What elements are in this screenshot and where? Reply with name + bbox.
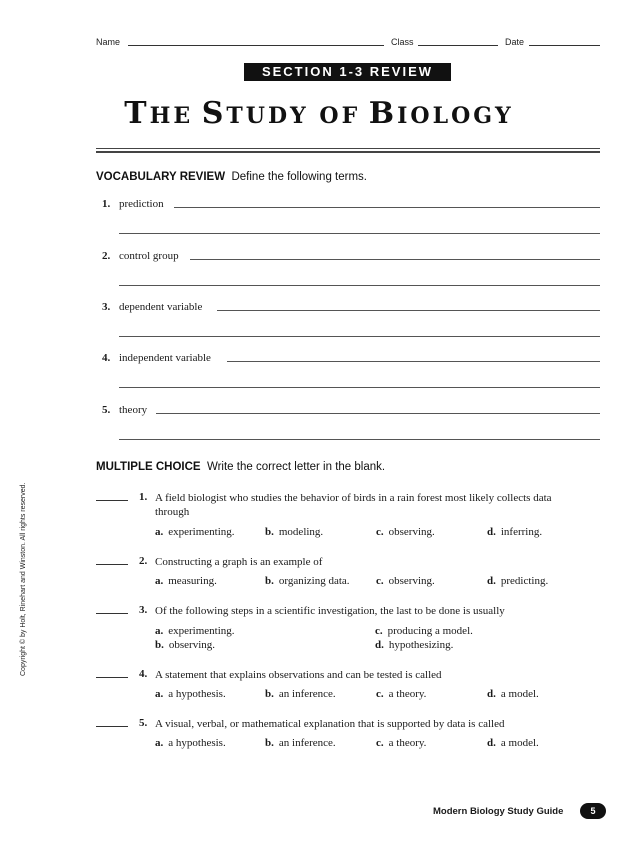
vocab-answer-line[interactable]: [156, 413, 600, 414]
question-number: 2.: [139, 555, 148, 567]
vocab-answer-line[interactable]: [119, 336, 600, 337]
option-letter: a.: [155, 625, 164, 637]
title-rule-bottom: [96, 151, 600, 153]
title-rest-2: TUDY OF: [226, 103, 361, 129]
answer-option: [265, 526, 323, 538]
option-letter: d.: [487, 737, 496, 749]
question-text: A field biologist who studies the behavior of birds in a rain forest most likely collects data through: [155, 492, 552, 518]
option-text: a model.: [500, 737, 539, 749]
name-label: Name: [96, 37, 121, 47]
option-letter: c.: [376, 737, 384, 749]
date-field[interactable]: [529, 45, 600, 46]
option-letter: c.: [376, 526, 384, 538]
answer-option: [155, 639, 215, 651]
option-text: a hypothesis.: [168, 737, 226, 749]
option-letter: b.: [265, 575, 274, 587]
mc-heading-instructions: Write the correct letter in the blank.: [206, 461, 386, 473]
answer-option: [155, 575, 217, 587]
vocab-answer-line[interactable]: [190, 259, 600, 260]
vocab-answer-line[interactable]: [119, 439, 600, 440]
option-text: modeling.: [278, 526, 324, 538]
vocab-term: dependent variable: [119, 301, 203, 313]
vocab-term: independent variable: [119, 352, 211, 364]
option-text: a theory.: [388, 688, 427, 700]
option-letter: d.: [487, 688, 496, 700]
vocab-number: 5.: [102, 404, 111, 416]
answer-option: [487, 688, 539, 700]
vocab-heading-bold: VOCABULARY REVIEW: [96, 171, 226, 183]
title-rule-top: [96, 148, 600, 149]
option-text: observing.: [388, 526, 435, 538]
answer-option: [487, 737, 539, 749]
name-field[interactable]: [128, 45, 384, 46]
date-label: Date: [505, 37, 525, 47]
question-number: 4.: [139, 668, 148, 680]
answer-option: [265, 575, 350, 587]
section-banner: SECTION 1-3 REVIEW: [244, 63, 451, 81]
option-letter: c.: [375, 625, 383, 637]
option-text: observing.: [388, 575, 435, 587]
answer-blank[interactable]: [96, 677, 128, 678]
option-letter: c.: [376, 688, 384, 700]
option-letter: c.: [376, 575, 384, 587]
mc-heading-bold: MULTIPLE CHOICE: [96, 461, 201, 473]
title-initial-3: B: [368, 96, 398, 131]
answer-option: [155, 688, 226, 700]
mc-heading: [96, 461, 385, 473]
question-text: A statement that explains observations and can be tested is called: [155, 669, 442, 681]
option-text: a model.: [500, 688, 539, 700]
option-letter: b.: [265, 688, 274, 700]
vocab-term: control group: [119, 250, 179, 262]
option-letter: d.: [375, 639, 384, 651]
vocab-answer-line[interactable]: [227, 361, 600, 362]
option-letter: b.: [265, 526, 274, 538]
option-text: inferring.: [500, 526, 543, 538]
title-rest-3: IOLOGY: [397, 103, 514, 129]
question-text: Of the following steps in a scientific investigation, the last to be done is usually: [155, 605, 505, 617]
option-letter: a.: [155, 737, 164, 749]
class-field[interactable]: [418, 45, 498, 46]
option-text: measuring.: [168, 575, 217, 587]
answer-option: [487, 575, 548, 587]
vocab-term: prediction: [119, 198, 164, 210]
title-rest-1: HE: [149, 103, 194, 129]
question-number: 1.: [139, 491, 148, 503]
question-text: Constructing a graph is an example of: [155, 556, 323, 568]
vocab-number: 4.: [102, 352, 111, 364]
option-letter: d.: [487, 526, 496, 538]
answer-option: [155, 625, 235, 637]
option-letter: d.: [487, 575, 496, 587]
answer-option: [376, 737, 426, 749]
vocab-number: 3.: [102, 301, 111, 313]
option-text: producing a model.: [387, 625, 473, 637]
vocab-number: 1.: [102, 198, 111, 210]
answer-option: [155, 737, 226, 749]
option-text: a hypothesis.: [168, 688, 226, 700]
answer-option: [376, 526, 435, 538]
vocab-term: theory: [119, 404, 148, 416]
option-letter: a.: [155, 688, 164, 700]
option-text: a theory.: [388, 737, 427, 749]
vocab-answer-line[interactable]: [217, 310, 600, 311]
option-text: experimenting.: [168, 625, 235, 637]
option-letter: b.: [265, 737, 274, 749]
answer-blank[interactable]: [96, 564, 128, 565]
vocab-answer-line[interactable]: [119, 285, 600, 286]
question-number: 3.: [139, 604, 148, 616]
title-initial-2: S: [201, 96, 227, 131]
answer-option: [376, 575, 435, 587]
answer-option: [155, 526, 235, 538]
option-text: observing.: [168, 639, 216, 651]
vocab-heading-instructions: Define the following terms.: [231, 171, 367, 183]
answer-option: [487, 526, 542, 538]
option-letter: a.: [155, 526, 164, 538]
answer-option: [375, 625, 473, 637]
question-number: 5.: [139, 717, 148, 729]
option-letter: b.: [155, 639, 164, 651]
answer-option: [375, 639, 453, 651]
vocab-number: 2.: [102, 250, 111, 262]
vocab-answer-line[interactable]: [119, 233, 600, 234]
vocab-heading: [96, 171, 367, 183]
answer-option: [376, 688, 426, 700]
option-text: experimenting.: [168, 526, 235, 538]
title-initial-1: T: [124, 96, 150, 131]
option-letter: a.: [155, 575, 164, 587]
vocab-answer-line[interactable]: [174, 207, 600, 208]
footer-book-title: Modern Biology Study Guide: [433, 806, 564, 817]
copyright-notice: Copyright © by Holt, Rinehart and Winston. All rights reserved.: [20, 482, 27, 676]
answer-blank[interactable]: [96, 613, 128, 614]
option-text: hypothesizing.: [388, 639, 454, 651]
page-title: [0, 96, 638, 131]
option-text: predicting.: [500, 575, 549, 587]
class-label: Class: [391, 37, 414, 47]
answer-option: [265, 688, 336, 700]
answer-blank[interactable]: [96, 726, 128, 727]
option-text: an inference.: [278, 688, 336, 700]
option-text: organizing data.: [278, 575, 350, 587]
page-number-badge: 5: [580, 803, 606, 819]
answer-option: [265, 737, 336, 749]
vocab-answer-line[interactable]: [119, 387, 600, 388]
option-text: an inference.: [278, 737, 336, 749]
question-text: A visual, verbal, or mathematical explanation that is supported by data is called: [155, 718, 505, 730]
answer-blank[interactable]: [96, 500, 128, 501]
